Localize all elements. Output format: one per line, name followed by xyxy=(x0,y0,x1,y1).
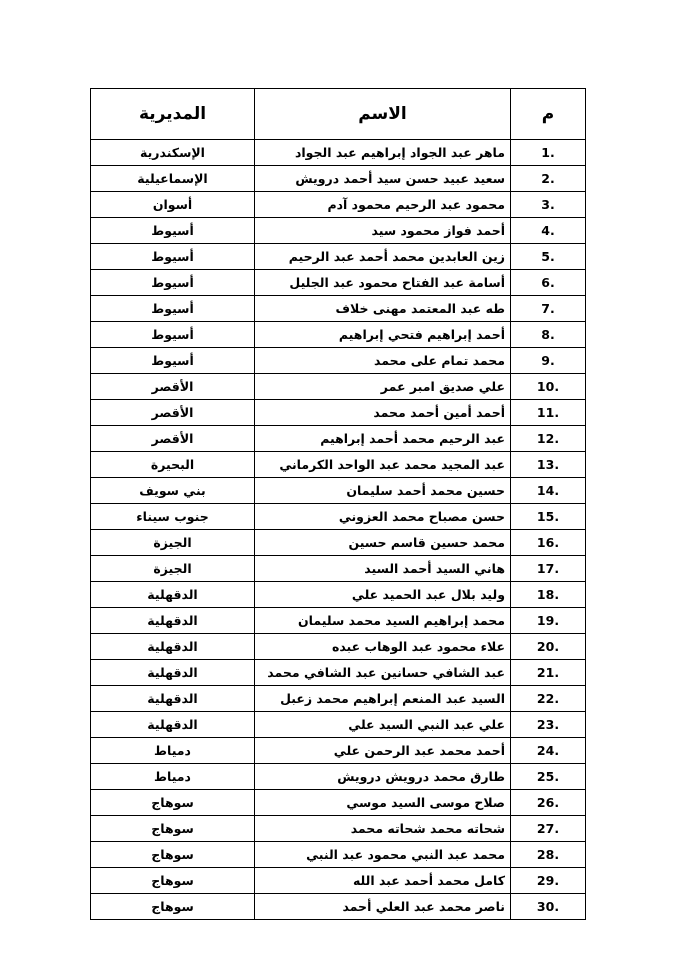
person-name: أسامة عبد الفتاح محمود عبد الجليل xyxy=(255,270,511,296)
row-number: 18. xyxy=(511,582,586,608)
row-number: 14. xyxy=(511,478,586,504)
directorate: الجيزة xyxy=(91,530,255,556)
directorate: الأقصر xyxy=(91,400,255,426)
table-row xyxy=(91,764,586,790)
directorate: أسيوط xyxy=(91,244,255,270)
directorate: أسيوط xyxy=(91,218,255,244)
directorate: البحيرة xyxy=(91,452,255,478)
row-number: 4. xyxy=(511,218,586,244)
table-row xyxy=(91,842,586,868)
row-number: 12. xyxy=(511,426,586,452)
directorate: جنوب سيناء xyxy=(91,504,255,530)
directorate: الإسكندرية xyxy=(91,140,255,166)
table-row xyxy=(91,894,586,920)
directorate: الدقهلية xyxy=(91,634,255,660)
person-name: السيد عبد المنعم إبراهيم محمد زعبل xyxy=(255,686,511,712)
col-header-name: الاسم xyxy=(255,89,511,140)
person-name: حسن مصباح محمد العزوني xyxy=(255,504,511,530)
row-number: 1. xyxy=(511,140,586,166)
directorate: سوهاج xyxy=(91,842,255,868)
row-number: 2. xyxy=(511,166,586,192)
person-name: عبد الرحيم محمد أحمد إبراهيم xyxy=(255,426,511,452)
table-row xyxy=(91,608,586,634)
directorate: الدقهلية xyxy=(91,660,255,686)
directorate: دمياط xyxy=(91,764,255,790)
row-number: 6. xyxy=(511,270,586,296)
directorate: أسيوط xyxy=(91,270,255,296)
person-name: محمود عبد الرحيم محمود آدم xyxy=(255,192,511,218)
table-row xyxy=(91,322,586,348)
directorate: الإسماعيلية xyxy=(91,166,255,192)
table-row xyxy=(91,452,586,478)
directorate: أسوان xyxy=(91,192,255,218)
directorate: الأقصر xyxy=(91,426,255,452)
directorate: أسيوط xyxy=(91,348,255,374)
directorate: أسيوط xyxy=(91,296,255,322)
row-number: 28. xyxy=(511,842,586,868)
row-number: 13. xyxy=(511,452,586,478)
person-name: شحاته محمد شحاته محمد xyxy=(255,816,511,842)
person-name: سعيد عبيد حسن سيد أحمد درويش xyxy=(255,166,511,192)
person-name: أحمد إبراهيم فتحي إبراهيم xyxy=(255,322,511,348)
table-row xyxy=(91,192,586,218)
person-name: ناصر محمد عبد العلي أحمد xyxy=(255,894,511,920)
table-row xyxy=(91,738,586,764)
table-row xyxy=(91,582,586,608)
names-table xyxy=(90,88,586,920)
table-row xyxy=(91,686,586,712)
row-number: 17. xyxy=(511,556,586,582)
col-header-number: م xyxy=(511,89,586,140)
person-name: أحمد فواز محمود سيد xyxy=(255,218,511,244)
directorate: أسيوط xyxy=(91,322,255,348)
table-row xyxy=(91,816,586,842)
directorate: بني سويف xyxy=(91,478,255,504)
person-name: أحمد محمد عبد الرحمن علي xyxy=(255,738,511,764)
header-row xyxy=(91,89,586,140)
table-row xyxy=(91,270,586,296)
person-name: علي عبد النبي السيد علي xyxy=(255,712,511,738)
person-name: وليد بلال عبد الحميد علي xyxy=(255,582,511,608)
person-name: ماهر عبد الجواد إبراهيم عبد الجواد xyxy=(255,140,511,166)
row-number: 27. xyxy=(511,816,586,842)
row-number: 21. xyxy=(511,660,586,686)
row-number: 8. xyxy=(511,322,586,348)
person-name: محمد تمام على محمد xyxy=(255,348,511,374)
person-name: علاء محمود عبد الوهاب عبده xyxy=(255,634,511,660)
person-name: عبد المجيد محمد عبد الواحد الكرماني xyxy=(255,452,511,478)
table-row xyxy=(91,374,586,400)
table-row xyxy=(91,790,586,816)
person-name: محمد حسين قاسم حسين xyxy=(255,530,511,556)
row-number: 16. xyxy=(511,530,586,556)
table-row xyxy=(91,244,586,270)
row-number: 20. xyxy=(511,634,586,660)
directorate: سوهاج xyxy=(91,868,255,894)
table-row xyxy=(91,712,586,738)
directorate: الجيزة xyxy=(91,556,255,582)
table-row xyxy=(91,634,586,660)
person-name: عبد الشافي حسانين عبد الشافي محمد xyxy=(255,660,511,686)
table-row xyxy=(91,556,586,582)
table-row xyxy=(91,868,586,894)
person-name: أحمد أمين أحمد محمد xyxy=(255,400,511,426)
person-name: طارق محمد درويش درويش xyxy=(255,764,511,790)
table-row xyxy=(91,140,586,166)
row-number: 30. xyxy=(511,894,586,920)
row-number: 15. xyxy=(511,504,586,530)
directorate: الدقهلية xyxy=(91,582,255,608)
table-row xyxy=(91,478,586,504)
person-name: زين العابدين محمد أحمد عبد الرحيم xyxy=(255,244,511,270)
directorate: سوهاج xyxy=(91,790,255,816)
row-number: 29. xyxy=(511,868,586,894)
row-number: 19. xyxy=(511,608,586,634)
directorate: سوهاج xyxy=(91,894,255,920)
directorate: الدقهلية xyxy=(91,712,255,738)
row-number: 9. xyxy=(511,348,586,374)
row-number: 10. xyxy=(511,374,586,400)
table-row xyxy=(91,660,586,686)
row-number: 26. xyxy=(511,790,586,816)
directorate: الدقهلية xyxy=(91,608,255,634)
directorate: دمياط xyxy=(91,738,255,764)
directorate: سوهاج xyxy=(91,816,255,842)
table-row xyxy=(91,296,586,322)
table-row xyxy=(91,166,586,192)
row-number: 22. xyxy=(511,686,586,712)
table-row xyxy=(91,218,586,244)
col-header-directorate: المديرية xyxy=(91,89,255,140)
row-number: 5. xyxy=(511,244,586,270)
table-row xyxy=(91,504,586,530)
directorate: الأقصر xyxy=(91,374,255,400)
table-row xyxy=(91,348,586,374)
person-name: محمد عبد النبي محمود عبد النبي xyxy=(255,842,511,868)
table-row xyxy=(91,426,586,452)
row-number: 24. xyxy=(511,738,586,764)
row-number: 3. xyxy=(511,192,586,218)
table-row xyxy=(91,400,586,426)
directorate: الدقهلية xyxy=(91,686,255,712)
row-number: 11. xyxy=(511,400,586,426)
table-row xyxy=(91,530,586,556)
person-name: محمد إبراهيم السيد محمد سليمان xyxy=(255,608,511,634)
person-name: صلاح موسى السيد موسي xyxy=(255,790,511,816)
person-name: كامل محمد أحمد عبد الله xyxy=(255,868,511,894)
row-number: 23. xyxy=(511,712,586,738)
row-number: 7. xyxy=(511,296,586,322)
person-name: علي صديق امبر عمر xyxy=(255,374,511,400)
person-name: هاني السيد أحمد السيد xyxy=(255,556,511,582)
row-number: 25. xyxy=(511,764,586,790)
person-name: طه عبد المعتمد مهنى خلاف xyxy=(255,296,511,322)
person-name: حسين محمد أحمد سليمان xyxy=(255,478,511,504)
